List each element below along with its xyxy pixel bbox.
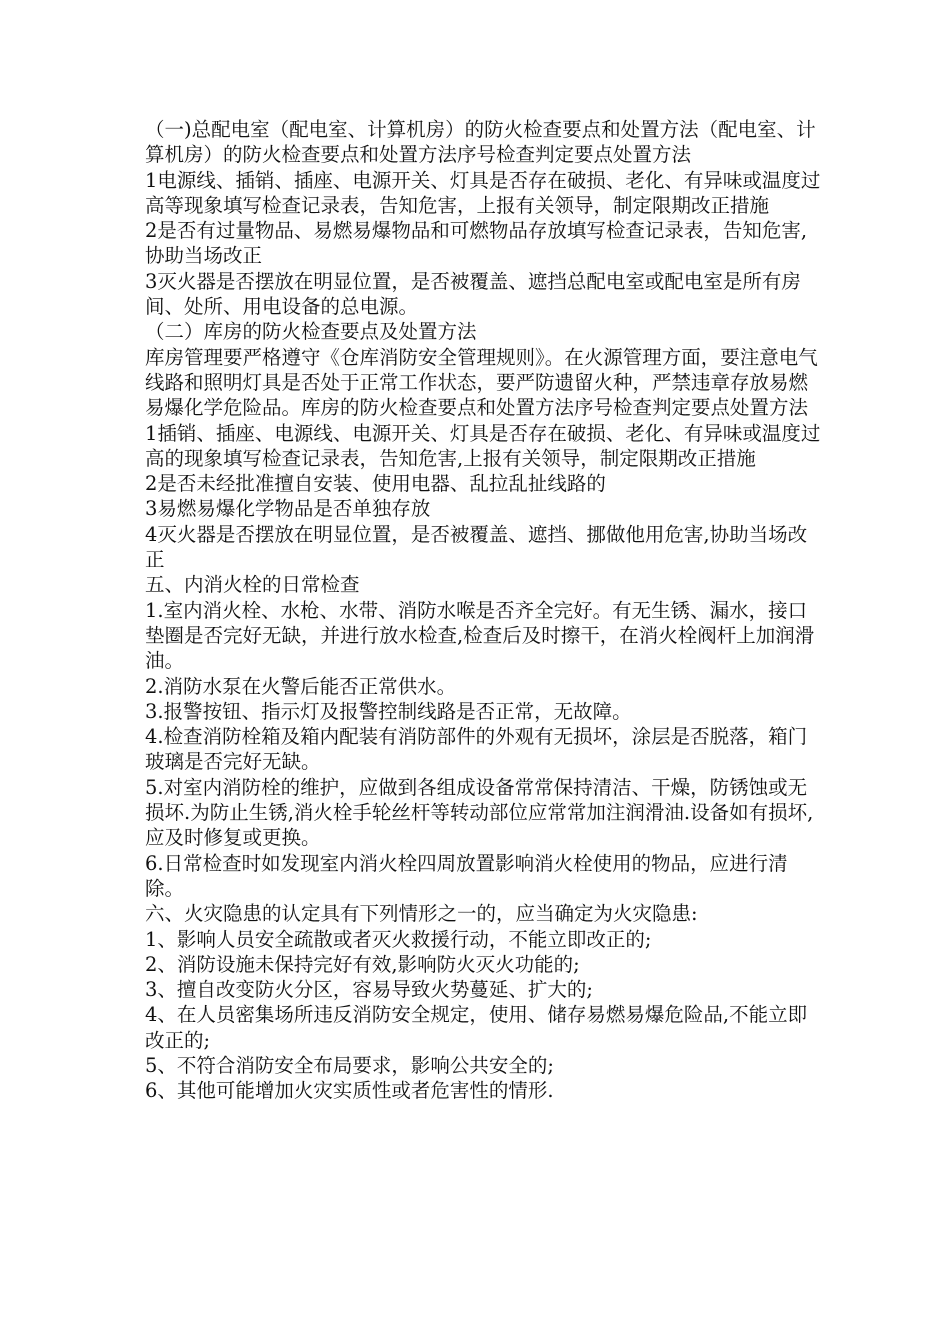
paragraph-hydrant-item-2: 2.消防水泵在火警后能否正常供水。 (145, 674, 457, 698)
paragraph-hydrant-item-3: 3.报警按钮、指示灯及报警控制线路是否正常，无故障。 (145, 699, 632, 723)
paragraph-warehouse-item-4: 4灭火器是否摆放在明显位置，是否被覆盖、遮挡、挪做他用危害,协助当场改正 (145, 522, 808, 572)
paragraph-hazard-heading: 六、火灾隐患的认定具有下列情形之一的，应当确定为火灾隐患: (145, 902, 698, 926)
paragraph-hazard-item-5: 5、不符合消防安全布局要求，影响公共安全的; (145, 1053, 554, 1077)
paragraph-hazard-item-2: 2、消防设施未保持完好有效,影响防火灭火功能的; (145, 952, 580, 976)
paragraph-distribution-item-2: 2是否有过量物品、易燃易爆物品和可燃物品存放填写检查记录表，告知危害,协助当场改正 (145, 219, 808, 268)
paragraph-hazard-item-4: 4、在人员密集场所违反消防安全规定，使用、储存易燃易爆危险品,不能立即改正的; (145, 1003, 808, 1052)
paragraph-warehouse-intro: 库房管理要严格遵守《仓库消防安全管理规则》。在火源管理方面，要注意电气线路和照明灯具是否处于正常工作状态，要严防遗留火种，严禁违章存放易燃易爆化学危险品。库房的防火检查要点和处置方法序号检查判定要点处置方法 (145, 345, 818, 420)
paragraph-warehouse-item-2: 2是否未经批准擅自安装、使用电器、乱拉乱扯线路的 (145, 472, 606, 496)
paragraph-hydrant-item-5: 5.对室内消防栓的维护，应做到各组成设备常常保持清洁、干燥，防锈蚀或无损坏.为防止生锈,消火栓手轮丝杆等转动部位应常常加注润滑油.设备如有损坏,应及时修复或更换。 (145, 775, 814, 850)
paragraph-hydrant-item-4: 4.检查消防栓箱及箱内配装有消防部件的外观有无损坏，涂层是否脱落，箱门玻璃是否完好无缺。 (145, 725, 808, 774)
paragraph-hazard-item-1: 1、影响人员安全疏散或者灭火救援行动，不能立即改正的; (145, 927, 652, 951)
paragraph-warehouse-item-3: 3易燃易爆化学物品是否单独存放 (145, 497, 431, 521)
paragraph-hydrant-item-1: 1.室内消火栓、水枪、水带、消防水喉是否齐全完好。有无生锈、漏水，接口垫圈是否完好无缺，并进行放水检查,检查后及时擦干，在消火栓阀杆上加润滑油。 (145, 598, 815, 673)
paragraph-hazard-item-6: 6、其他可能增加火灾实质性或者危害性的情形. (145, 1079, 554, 1103)
paragraph-hydrant-item-6: 6.日常检查时如发现室内消火栓四周放置影响消火栓使用的物品，应进行清除。 (145, 851, 788, 900)
document-body (145, 117, 825, 1104)
paragraph-warehouse-item-1: 1插销、插座、电源线、电源开关、灯具是否存在破损、老化、有异味或温度过高的现象填写检查记录表，告知危害,上报有关领导，制定限期改正措施 (145, 421, 821, 470)
paragraph-hazard-item-3: 3、擅自改变防火分区，容易导致火势蔓延、扩大的; (145, 978, 593, 1002)
paragraph-warehouse-heading: （二）库房的防火检查要点及处置方法 (145, 320, 477, 344)
paragraph-distribution-item-3: 3灭火器是否摆放在明显位置，是否被覆盖、遮挡总配电室或配电室是所有房间、处所、用电设备的总电源。 (145, 269, 801, 319)
paragraph-distribution-item-1: 1电源线、插销、插座、电源开关、灯具是否存在破损、老化、有异味或温度过高等现象填写检查记录表，告知危害，上报有关领导，制定限期改正措施 (145, 168, 821, 217)
paragraph-distribution-room-heading: （一)总配电室（配电室、计算机房）的防火检查要点和处置方法（配电室、计算机房）的防火检查要点和处置方法序号检查判定要点处置方法 (145, 118, 816, 167)
paragraph-hydrant-heading: 五、内消火栓的日常检查 (145, 573, 360, 597)
